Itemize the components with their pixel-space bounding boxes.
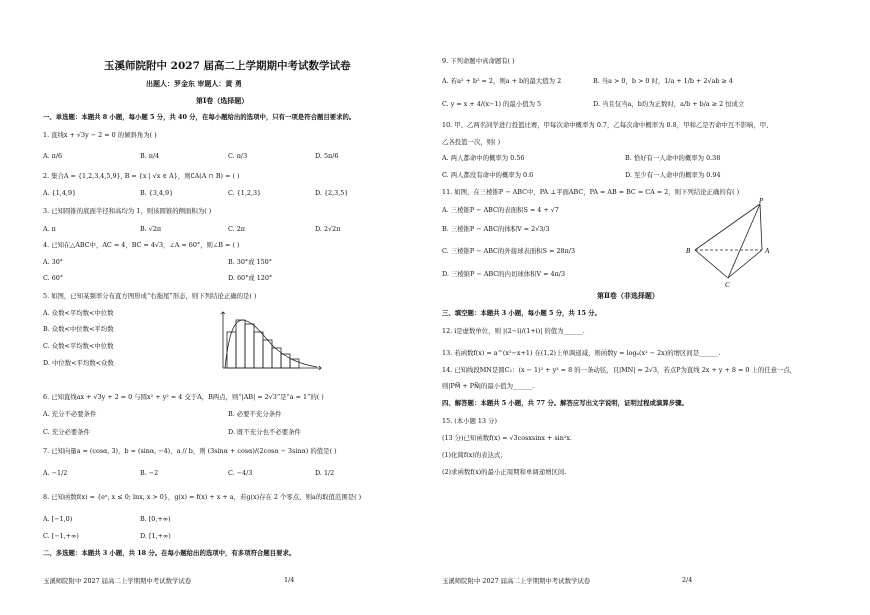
q13-stem: 13. 若函数f(x) = a^(x²−x+1) 在(1,2)上单调递减，则函数y = logₐ(x² − 2x)的增区间是______.	[442, 349, 721, 357]
q4-option-a: A. 30°	[43, 258, 64, 266]
q7-option-b: B. −2	[140, 469, 159, 477]
part-3-heading: 三、填空题：本题共 3 小题，每小题 5 分，共 15 分。	[442, 309, 601, 317]
q9-option-d: D. 当且仅当a，b均为正数时，a/b + b/a ≥ 2 恒成立	[593, 100, 745, 108]
q6-option-a: A. 充分不必要条件	[43, 410, 97, 418]
q11-option-b: B. 三棱锥P − ABC的体积V = 2√3/3	[442, 225, 550, 233]
q10-option-a: A. 两人都命中的概率为 0.56	[442, 154, 525, 162]
q10-option-d: D. 至少有一人命中的概率为 0.94	[625, 171, 721, 179]
page-right	[435, 0, 870, 615]
q9-option-b: B. 当a > 0，b > 0 时，1/a + 1/b + 2√ab ≥ 4	[593, 77, 733, 85]
q10-stem-line-2: 乙各投篮一次，则( )	[442, 138, 501, 146]
part-2-heading: 二、多选题：本题共 3 小题，共 18 分。在每小题给出的选项中，有多项符合题目要求。	[43, 549, 296, 557]
q5-option-b: B. 众数<中位数<平均数	[43, 325, 114, 333]
q5-option-a: A. 众数<平均数<中位数	[43, 309, 114, 317]
q6-option-b: B. 必要不充分条件	[228, 410, 282, 418]
q3-option-a: A. π	[43, 225, 56, 233]
q12-stem: 12. i是虚数单位，则 |(2−i)/(1+i)| 的值为______.	[442, 327, 585, 335]
q2-option-a: A. {1,4,9}	[43, 189, 77, 197]
tetrahedron-figure	[680, 194, 780, 290]
q5-option-d: D. 中位数<平均数<众数	[43, 359, 114, 367]
q3-option-c: C. 2π	[228, 225, 245, 233]
q5-option-c: C. 众数<平均数<中位数	[43, 342, 114, 350]
q9-option-a: A. 若a² + b² = 2，则a + b的最大值为 2	[442, 77, 562, 85]
q7-stem: 7. 已知向量a = (cosα, 3)，b = (sinα, −4)，a // b，则 (3sinα + cosα)/(2cosα − 3sinα) 的值是( )	[43, 447, 337, 455]
footer-exam-name: 玉溪师院附中 2027 届高二上学期期中考试数学试卷	[43, 577, 192, 585]
q2-option-d: D. {2,3,5}	[315, 189, 349, 197]
q4-option-b: B. 30°或 150°	[228, 258, 272, 266]
q6-stem: 6. 已知直线ax + √3y + 2 = 0 与圆x² + y² = 4 交于A，B两点，则“|AB| = 2√3”是“a = 1”的( )	[43, 393, 324, 401]
q6-option-d: D. 既不充分也不必要条件	[228, 428, 301, 436]
q10-option-c: C. 两人都没有命中的概率为 0.6	[442, 171, 534, 179]
section-2-title: 第Ⅱ卷（非选择题）	[597, 291, 659, 300]
q3-option-d: D. 2√2π	[315, 225, 341, 233]
label-a: A	[765, 247, 770, 255]
q8-option-d: D. [1,+∞)	[140, 532, 171, 540]
footer-page-number: 2/4	[682, 576, 693, 584]
q8-stem: 8. 已知函数f(x) = {eˣ, x ≤ 0; lnx, x > 0}，g(x) = f(x) + x + a，若g(x)存在 2 个零点，则a的取值范围是( )	[43, 493, 362, 501]
q10-option-b: B. 恰好有一人命中的概率为 0.38	[625, 154, 721, 162]
histogram-figure	[215, 310, 325, 375]
q1-stem: 1. 直线x + √3y − 2 = 0 的倾斜角为( )	[43, 131, 157, 139]
q15-title: 15. (本小题 13 分)	[442, 417, 497, 425]
q4-stem: 4. 已知在△ABC中，AC = 4，BC = 4√3，∠A = 60°，则∠B = ( )	[43, 241, 240, 249]
q9-option-c: C. y = x + 4/(x−1) 的最小值为 5	[442, 100, 542, 108]
q8-option-a: A. [−1,0)	[43, 515, 73, 523]
footer-page-number: 1/4	[284, 576, 295, 584]
q1-option-a: A. π/6	[43, 152, 63, 160]
q8-option-b: B. [0,+∞)	[140, 515, 171, 523]
q2-option-b: B. {3,4,9}	[140, 189, 174, 197]
q11-stem: 11. 如图，在三棱锥P − ABC中，PA ⊥平面ABC，PA = AB = BC = CA = 2，则下列结论正确的有( )	[442, 188, 740, 196]
part-1-heading: 一、单选题：本题共 8 小题，每小题 5 分，共 40 分，在每小题给出的选项中，只有一项是符合题目要求的。	[43, 113, 356, 121]
section-1-title: 第Ⅰ卷（选择题）	[196, 96, 249, 105]
part-4-heading: 四、解答题：本题共 5 小题，共 77 分。解答应写出文字说明，证明过程或演算步骤。	[442, 399, 688, 407]
q5-stem: 5. 如图，已知某频率分布直方图形成“右拖尾”形态，则下列结论正确的是( )	[43, 292, 257, 300]
label-p: P	[759, 197, 764, 205]
q7-option-a: A. −1/2	[43, 469, 68, 477]
authors: 出题人：罗金东 审题人：黄 勇	[146, 79, 242, 88]
exam-title: 玉溪师院附中 2027 届高二上学期期中考试数学试卷	[104, 60, 351, 72]
q1-option-d: D. 5π/6	[315, 152, 339, 160]
label-c: C	[725, 281, 730, 289]
q8-option-c: C. [−1,+∞)	[43, 532, 79, 540]
footer-exam-name: 玉溪师院附中 2027 届高二上学期期中考试数学试卷	[442, 577, 591, 585]
q1-option-b: B. π/4	[140, 152, 160, 160]
q6-option-c: C. 充分必要条件	[43, 428, 91, 436]
label-b: B	[686, 247, 691, 255]
q15-stem: (13 分)已知函数f(x) = √3cosxsinx + sin²x.	[442, 434, 573, 442]
q11-option-d: D. 三棱锥P − ABC的内切球体积V = 4π/3	[442, 270, 566, 278]
q14-stem-line-2: 则|PM⃗ + PN⃗|的最小值为______.	[442, 382, 535, 390]
q14-stem-line-1: 14. 已知线段MN是圆C₁：(x − 1)² + y² = 8 的一条动弦，且|MN| = 2√3，若点P为直线 2x + y + 8 = 0 上的任意一点，	[442, 366, 797, 374]
q15-part-2: (2)求函数f(x)的最小正周期和单调递增区间.	[442, 468, 567, 476]
q11-option-c: C. 三棱锥P − ABC的外接球表面积S = 28π/3	[442, 247, 576, 255]
q1-option-c: C. π/3	[228, 152, 248, 160]
q7-option-d: D. 1/2	[315, 469, 335, 477]
q2-option-c: C. {1,2,3}	[228, 189, 262, 197]
q4-option-c: C. 60°	[43, 274, 64, 282]
q11-option-a: A. 三棱锥P − ABC的表面积S = 4 + √7	[442, 206, 559, 214]
q7-option-c: C. −4/3	[228, 469, 253, 477]
q3-stem: 3. 已知圆锥的底面半径和高均为 1，则该圆锥的侧面积为( )	[43, 207, 212, 215]
q3-option-b: B. √2π	[140, 225, 162, 233]
q10-stem-line-1: 10. 甲、乙两名同学进行投篮比赛，甲每次命中概率为 0.7，乙每次命中概率为 0.8，甲和乙是否命中互不影响，甲、	[442, 121, 773, 129]
q2-stem: 2. 集合A = {1,2,3,4,5,9}, B = {x | √x ∈ A}，则∁A(A ∩ B) = ( )	[43, 172, 240, 180]
q15-part-1: (1)化简f(x)的表达式；	[442, 451, 507, 459]
q4-option-d: D. 60°或 120°	[228, 274, 273, 282]
q9-stem: 9. 下列命题中真命题有( )	[442, 57, 515, 65]
